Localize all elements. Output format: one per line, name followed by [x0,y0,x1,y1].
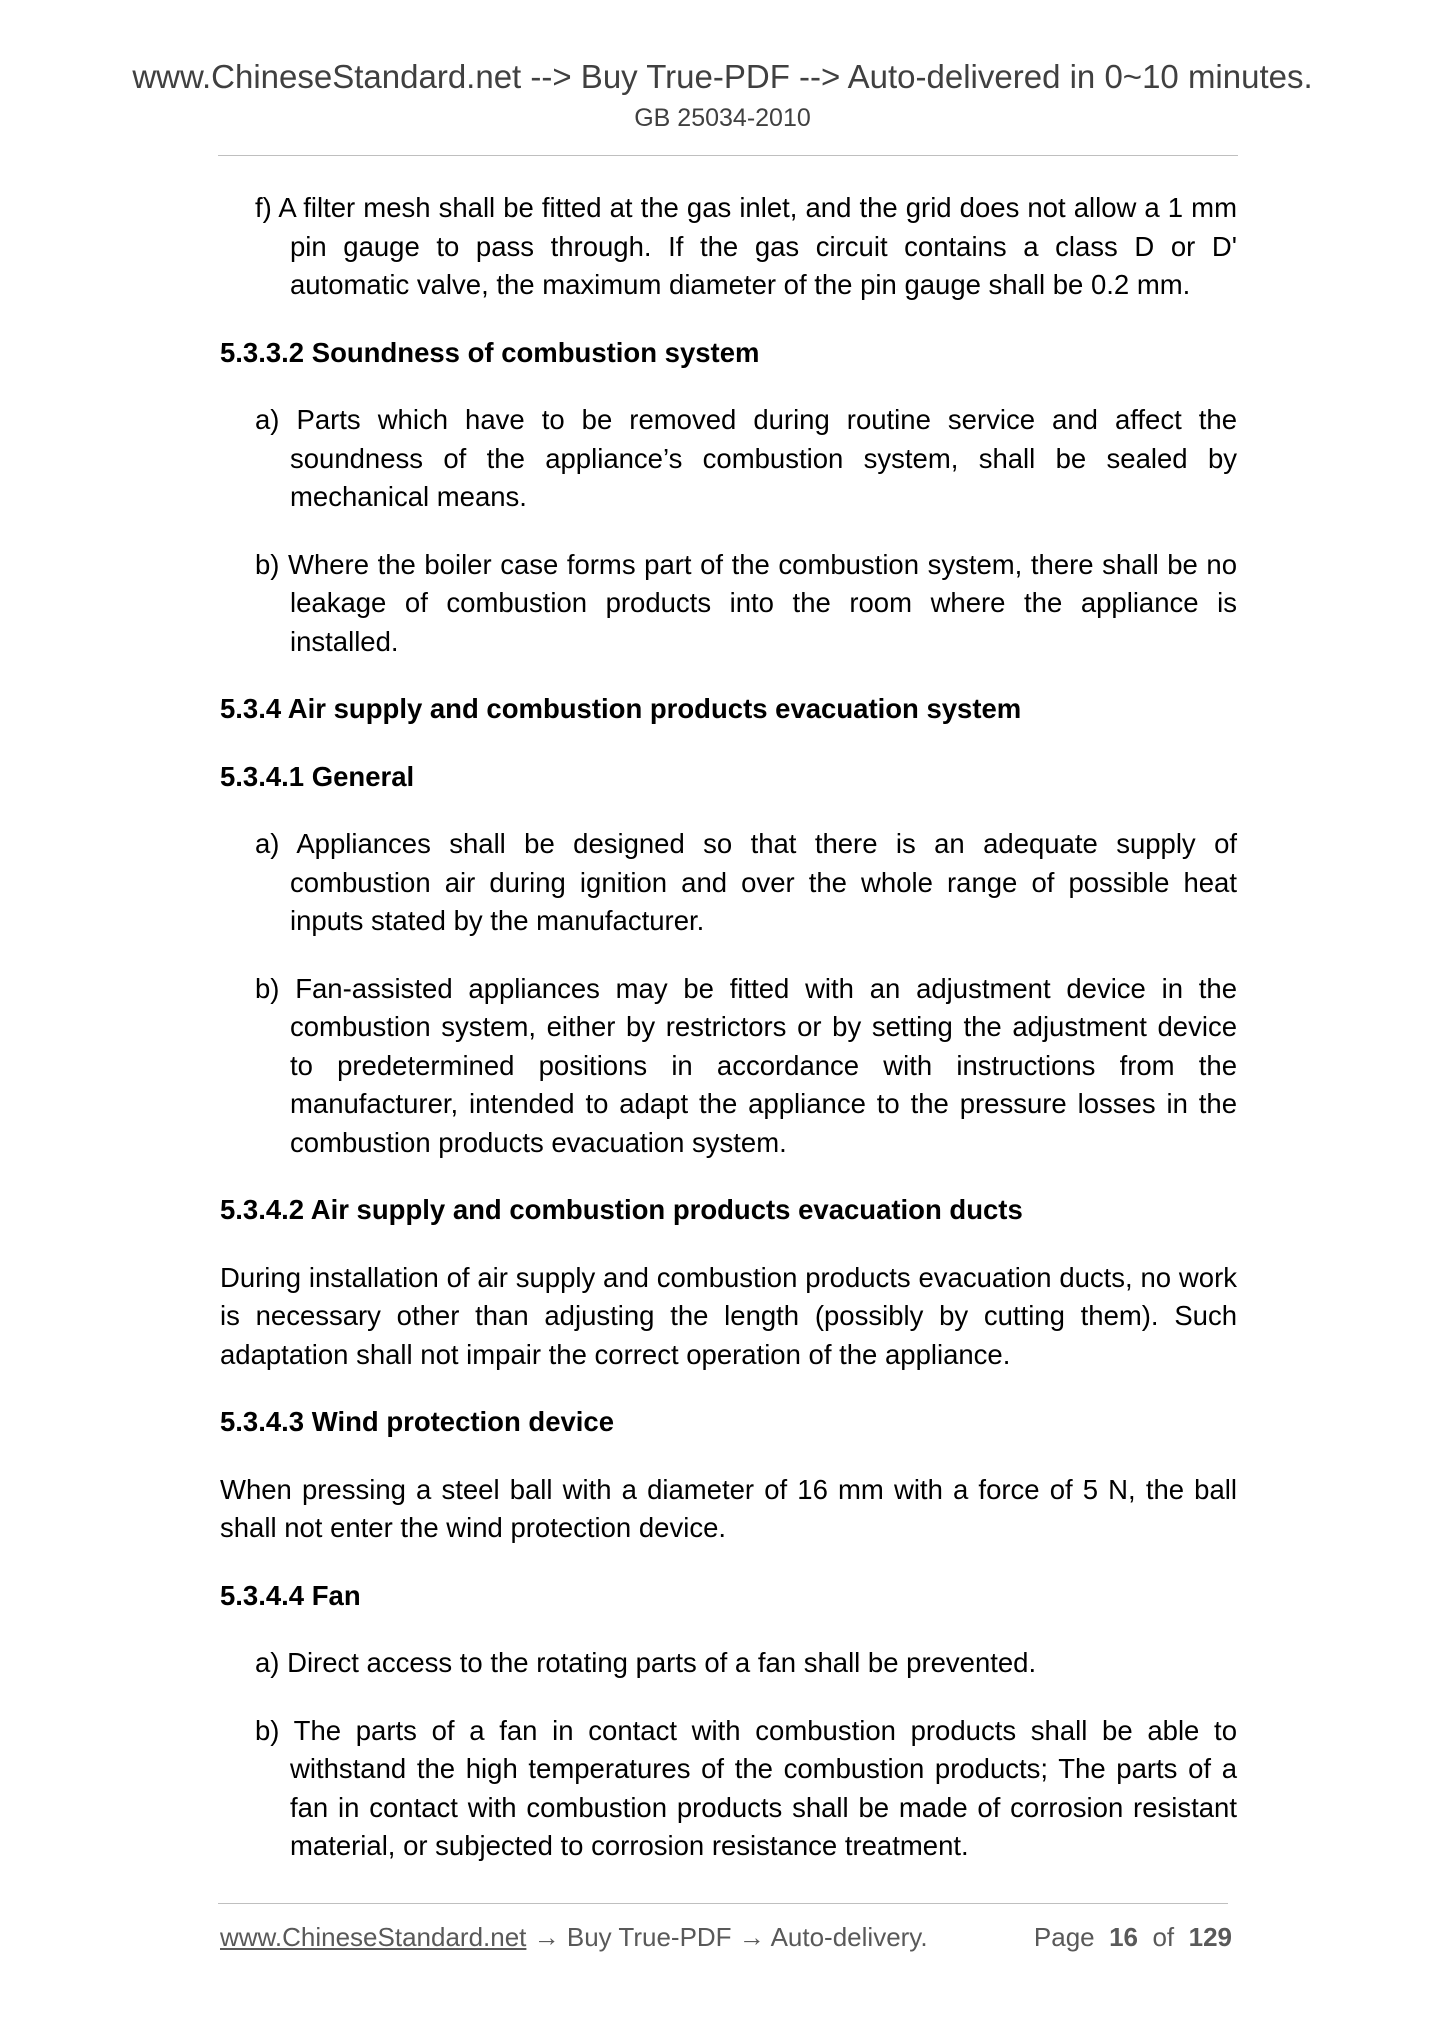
list-item: a) Direct access to the rotating parts of a fan shall be prevented. [255,1647,1037,1678]
header-banner: www.ChineseStandard.net --> Buy True-PDF --> Auto-delivered in 0~10 minutes. [132,58,1313,95]
page-footer [220,1922,1232,1958]
section-heading: 5.3.4.2 Air supply and combustion products evacuation ducts [220,1194,1023,1225]
paragraph: During installation of air supply and combustion products evacuation ducts, no work is necessary other than adjusting the length (possibly by cutting them). Such adaptation shall not impair the correct operation of the appliance. [220,1261,1237,1370]
page-number: 16 [1109,1922,1139,1952]
list-item: f) A filter mesh shall be fitted at the gas inlet, and the grid does not allow a 1 mm pin gauge to pass through. If the gas circuit contains a class D or D' automatic valve, the maximum diameter of the pin gauge shall be 0.2 mm. [255,192,1237,300]
list-item: b) The parts of a fan in contact with combustion products shall be able to withstand the high temperatures of the combustion products; The parts of a fan in contact with combustion products shall be made of corrosion resistant material, or subjected to corrosion resistance treatment. [255,1714,1237,1861]
section-heading: 5.3.4 Air supply and combustion products evacuation system [220,693,1022,724]
list-item: a) Parts which have to be removed during routine service and affect the soundness of the appliance’s combustion system, shall be sealed by mechanical means. [255,404,1237,512]
page-indicator [1034,1922,1232,1953]
section-heading: 5.3.4.3 Wind protection device [220,1406,615,1437]
footer-left [220,1922,928,1953]
list-item: a) Appliances shall be designed so that there is an adequate supply of combustion air during ignition and over the whole range of possible heat inputs stated by the manufacturer. [255,828,1237,936]
section-heading: 5.3.4.1 General [220,760,415,792]
footer-site-link[interactable]: www.ChineseStandard.net [220,1922,527,1952]
list-item: b) Where the boiler case forms part of the combustion system, there shall be no leakage of combustion products into the room where the appliance is installed. [255,548,1237,657]
footer-nav-text: → Buy True-PDF → Auto-delivery. [526,1922,928,1952]
list-item: b) Fan-assisted appliances may be fitted with an adjustment device in the combustion system, either by restrictors or by setting the adjustment device to predetermined positions in accordance with instructions from the manufacturer, intended to adapt the appliance to the pressure losses in the combustion products evacuation system. [255,972,1237,1158]
section-heading: 5.3.4.4 Fan [220,1579,361,1611]
footer-divider [218,1903,1228,1904]
header-divider [218,155,1238,156]
page-content [220,189,1237,1866]
of-label: of [1152,1922,1175,1952]
standard-code: GB 25034-2010 [634,104,811,132]
section-heading: 5.3.3.2 Soundness of combustion system [220,336,760,368]
total-pages: 129 [1188,1922,1232,1952]
paragraph: When pressing a steel ball with a diameter of 16 mm with a force of 5 N, the ball shall not enter the wind protection device. [220,1473,1237,1543]
page-label: Page [1033,1922,1095,1952]
